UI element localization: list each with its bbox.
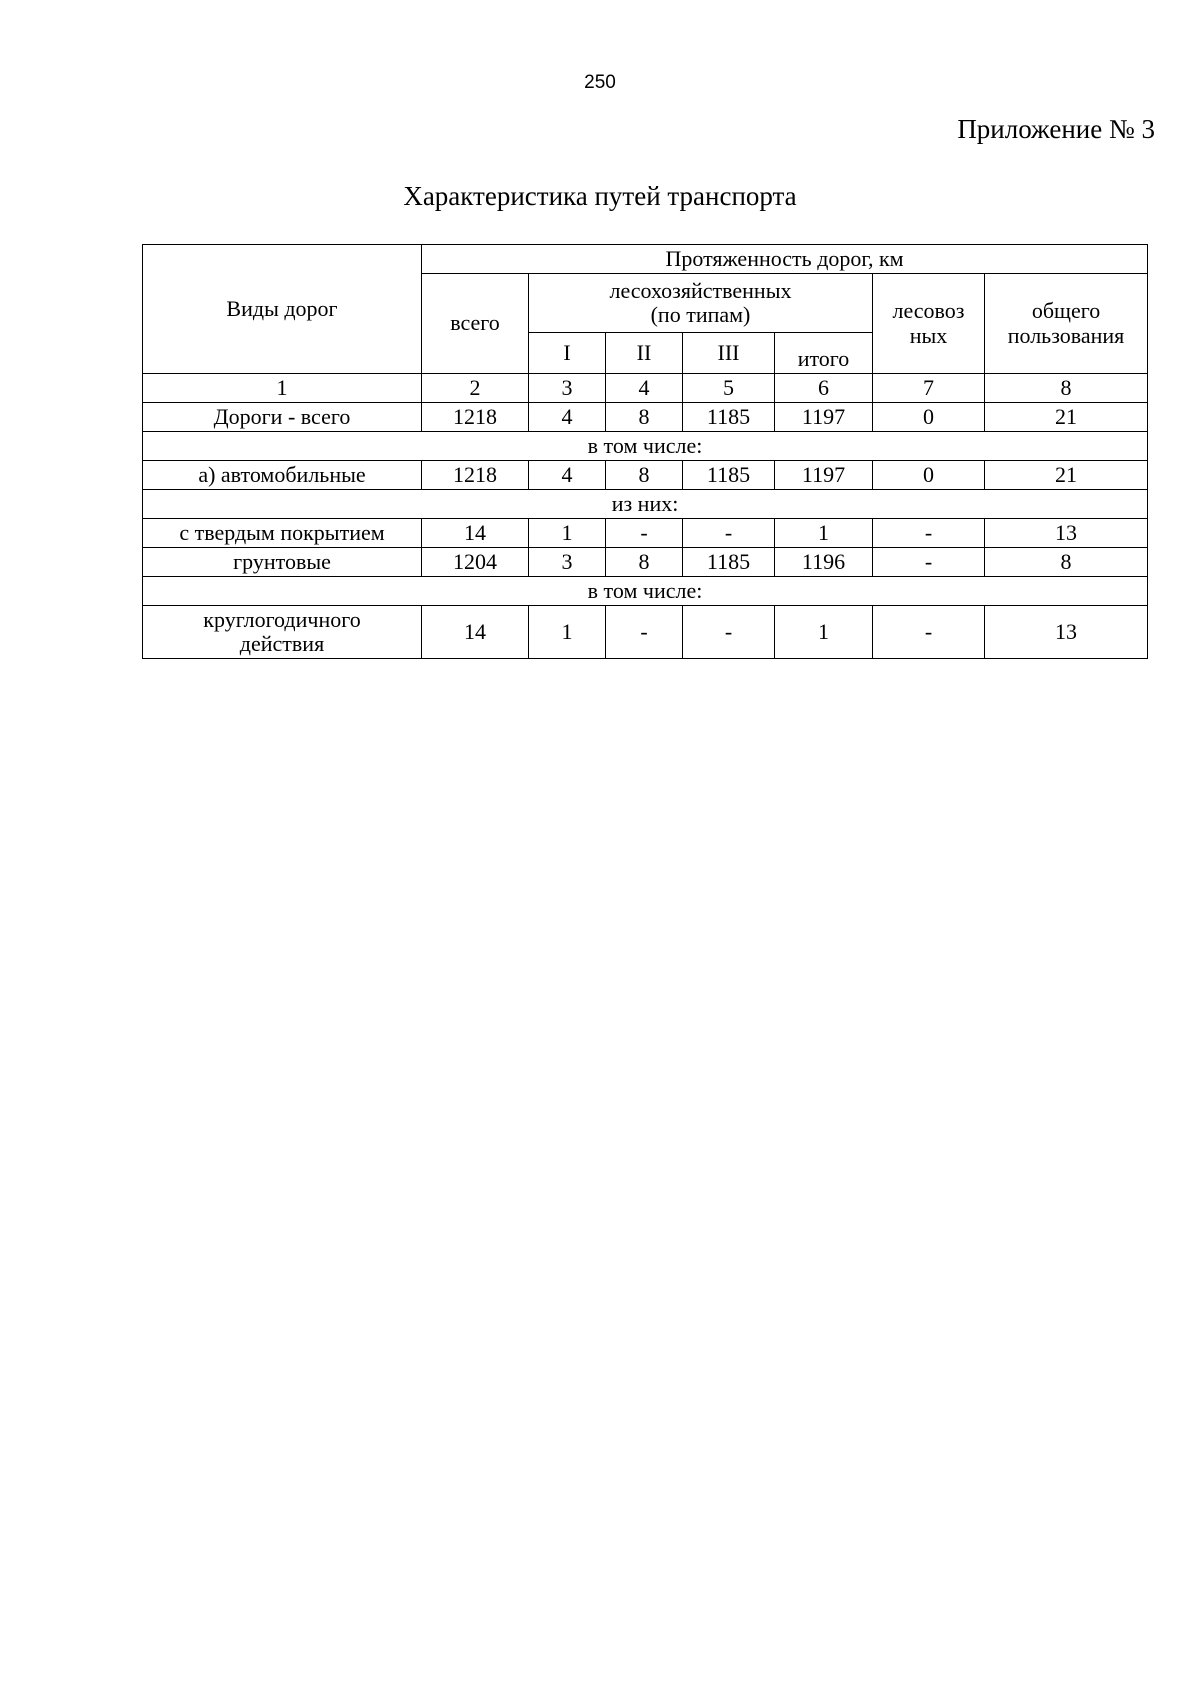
header-road-types: Виды дорог [143, 245, 422, 374]
section-label: в том числе: [143, 432, 1148, 461]
appendix-label: Приложение № 3 [957, 114, 1155, 144]
column-number-cell: 7 [873, 374, 985, 403]
column-number-cell: 3 [529, 374, 606, 403]
header-type-3: III [683, 333, 775, 374]
table-row [143, 548, 1148, 577]
row-label: Дороги - всего [143, 403, 422, 432]
value-cell: 8 [985, 548, 1148, 577]
value-cell: - [873, 548, 985, 577]
value-cell: 8 [606, 461, 683, 490]
roads-table [142, 244, 1148, 659]
value-cell: - [606, 606, 683, 659]
value-cell: 8 [606, 548, 683, 577]
value-cell: 13 [985, 519, 1148, 548]
value-cell: 0 [873, 461, 985, 490]
column-number-cell: 4 [606, 374, 683, 403]
header-type-2: II [606, 333, 683, 374]
column-number-cell: 6 [775, 374, 873, 403]
column-number-cell: 1 [143, 374, 422, 403]
value-cell: 1218 [422, 403, 529, 432]
header-type-1: I [529, 333, 606, 374]
value-cell: - [873, 606, 985, 659]
page-number: 250 [584, 72, 616, 93]
section-label: из них: [143, 490, 1148, 519]
header-timber: лесовоз ных [873, 274, 985, 374]
row-label: грунтовые [143, 548, 422, 577]
column-number-cell: 5 [683, 374, 775, 403]
header-public: общего пользования [985, 274, 1148, 374]
row-label: круглогодичного действия [143, 606, 422, 659]
value-cell: - [873, 519, 985, 548]
value-cell: 4 [529, 403, 606, 432]
value-cell: 14 [422, 606, 529, 659]
header-forestry: лесохозяйственных (по типам) [529, 274, 873, 333]
header-row-1 [143, 245, 1148, 274]
header-total: всего [422, 274, 529, 374]
value-cell: 1185 [683, 403, 775, 432]
value-cell: 1196 [775, 548, 873, 577]
row-label: а) автомобильные [143, 461, 422, 490]
value-cell: 3 [529, 548, 606, 577]
value-cell: 1185 [683, 548, 775, 577]
table-row [143, 519, 1148, 548]
header-forestry-total: итого [775, 333, 873, 374]
value-cell: 1 [529, 519, 606, 548]
value-cell: 21 [985, 461, 1148, 490]
value-cell: 8 [606, 403, 683, 432]
value-cell: 0 [873, 403, 985, 432]
value-cell: 13 [985, 606, 1148, 659]
section-row [143, 432, 1148, 461]
value-cell: 1218 [422, 461, 529, 490]
value-cell: - [683, 606, 775, 659]
value-cell: 4 [529, 461, 606, 490]
value-cell: 14 [422, 519, 529, 548]
column-number-cell: 2 [422, 374, 529, 403]
table-row [143, 461, 1148, 490]
table-row [143, 403, 1148, 432]
table-row [143, 606, 1148, 659]
row-label: с твердым покрытием [143, 519, 422, 548]
value-cell: - [606, 519, 683, 548]
section-row [143, 577, 1148, 606]
section-row [143, 490, 1148, 519]
value-cell: 1197 [775, 461, 873, 490]
column-number-row [143, 374, 1148, 403]
value-cell: 1197 [775, 403, 873, 432]
header-length: Протяженность дорог, км [422, 245, 1148, 274]
value-cell: 1 [775, 606, 873, 659]
value-cell: 1 [775, 519, 873, 548]
value-cell: 1185 [683, 461, 775, 490]
value-cell: 1 [529, 606, 606, 659]
column-number-cell: 8 [985, 374, 1148, 403]
value-cell: 1204 [422, 548, 529, 577]
value-cell: 21 [985, 403, 1148, 432]
page-title: Характеристика путей транспорта [403, 181, 797, 211]
section-label: в том числе: [143, 577, 1148, 606]
value-cell: - [683, 519, 775, 548]
